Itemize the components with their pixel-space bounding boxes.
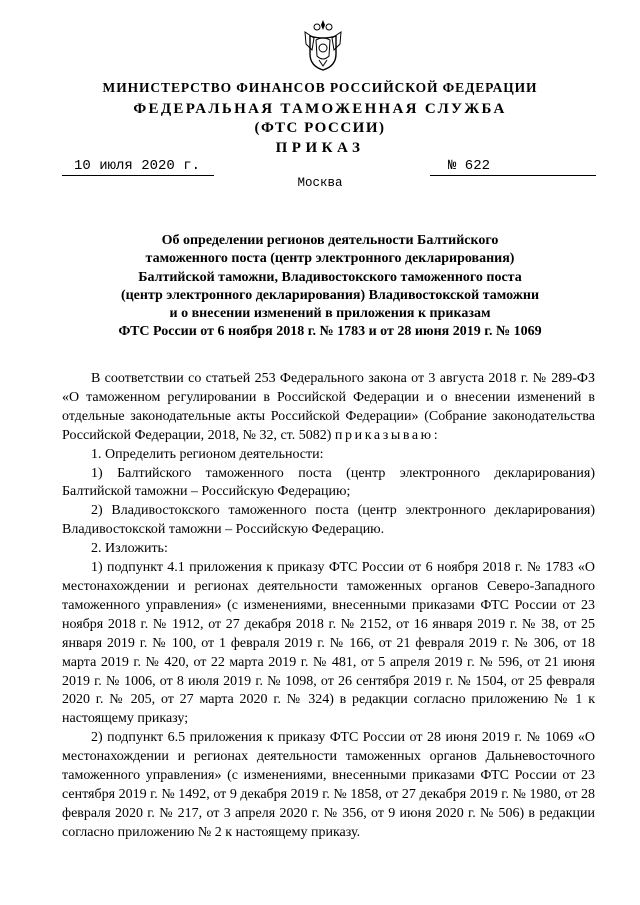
title-line: (центр электронного декларирования) Владивостокской таможни (120, 287, 540, 303)
document-body (62, 370, 595, 843)
service-short-name: (ФТС РОССИИ) (254, 120, 386, 136)
clause-1-1: 1) Балтийского таможенного поста (центр электронного декларирования) Балтийской таможни – Российскую Федерацию; (62, 465, 595, 500)
service-name: ФЕДЕРАЛЬНАЯ ТАМОЖЕННАЯ СЛУЖБА (133, 101, 507, 117)
ministry-name: МИНИСТЕРСТВО ФИНАНСОВ РОССИЙСКОЙ ФЕДЕРАЦИИ (102, 80, 538, 95)
preamble-paragraph (62, 370, 595, 446)
document-number: № 622 (430, 158, 596, 176)
title-line: таможенного поста (центр электронного декларирования) (145, 251, 515, 267)
coat-of-arms-icon (302, 16, 344, 72)
document-title (90, 232, 570, 342)
document-type: ПРИКАЗ (275, 140, 365, 156)
title-line: Балтийской таможни, Владивостокского таможенного поста (138, 269, 522, 285)
title-line: ФТС России от 6 ноября 2018 г. № 1783 и от 28 июня 2019 г. № 1069 (118, 324, 542, 340)
order-word: приказываю: (334, 427, 441, 443)
clause-1-2: 2) Владивостокского таможенного поста (центр электронного декларирования) Владивостокской таможни – Российскую Федерацию. (62, 503, 595, 538)
clause-2-1: 1) подпункт 4.1 приложения к приказу ФТС России от 6 ноября 2018 г. № 1783 «О местонахождении и регионах деятельности таможенных органов Северо-Западного таможенного управления» (с изменениями, внесенными приказами ФТС России от 23 ноября 2018 г. № 1912, от 27 декабря 2018 г. № 2152, от 16 января 2019 г. № 38, от 25 января 2019 г. № 100, от 1 февраля 2019 г. № 166, от 21 февраля 2019 г. № 306, от 18 марта 2019 г. № 420, от 22 марта 2019 г. № 481, от 5 апреля 2019 г. № 596, от 21 июня 2019 г. № 1006, от 8 июля 2019 г. № 1098, от 26 сентября 2019 г. № 1504, от 25 февраля 2020 г. № 205, от 27 марта 2020 г. № 324) в редакции согласно приложению № 1 к настоящему приказу; (62, 560, 595, 727)
title-line: и о внесении изменений в приложения к приказам (169, 306, 491, 322)
document-date: 10 июля 2020 г. (62, 158, 214, 176)
preamble-text: В соответствии со статьей 253 Федерального закона от 3 августа 2018 г. № 289-ФЗ «О таможенном регулировании в Российской Федерации и о внесении изменений в отдельные законодательные акты Российской Федерации» (Собрание законодательства Российской Федерации, 2018, № 32, ст. 5082) (62, 371, 595, 443)
document-city: Москва (297, 176, 343, 190)
clause-1: 1. Определить регионом деятельности: (91, 446, 324, 462)
clause-2: 2. Изложить: (91, 541, 168, 557)
clause-2-2: 2) подпункт 6.5 приложения к приказу ФТС России от 28 июня 2019 г. № 1069 «О местонахождении и регионах деятельности таможенных органов Дальневосточного таможенного управления» (с изменениями, внесенными приказами ФТС России от 23 сентября 2019 г. № 1492, от 9 декабря 2019 г. № 1858, от 27 декабря 2019 г. № 1980, от 28 февраля 2020 г. № 217, от 3 апреля 2020 г. № 356, от 9 июня 2020 г. № 506) в редакции согласно приложению № 2 к настоящему приказу. (62, 730, 595, 840)
title-line: Об определении регионов деятельности Балтийского (161, 233, 499, 248)
